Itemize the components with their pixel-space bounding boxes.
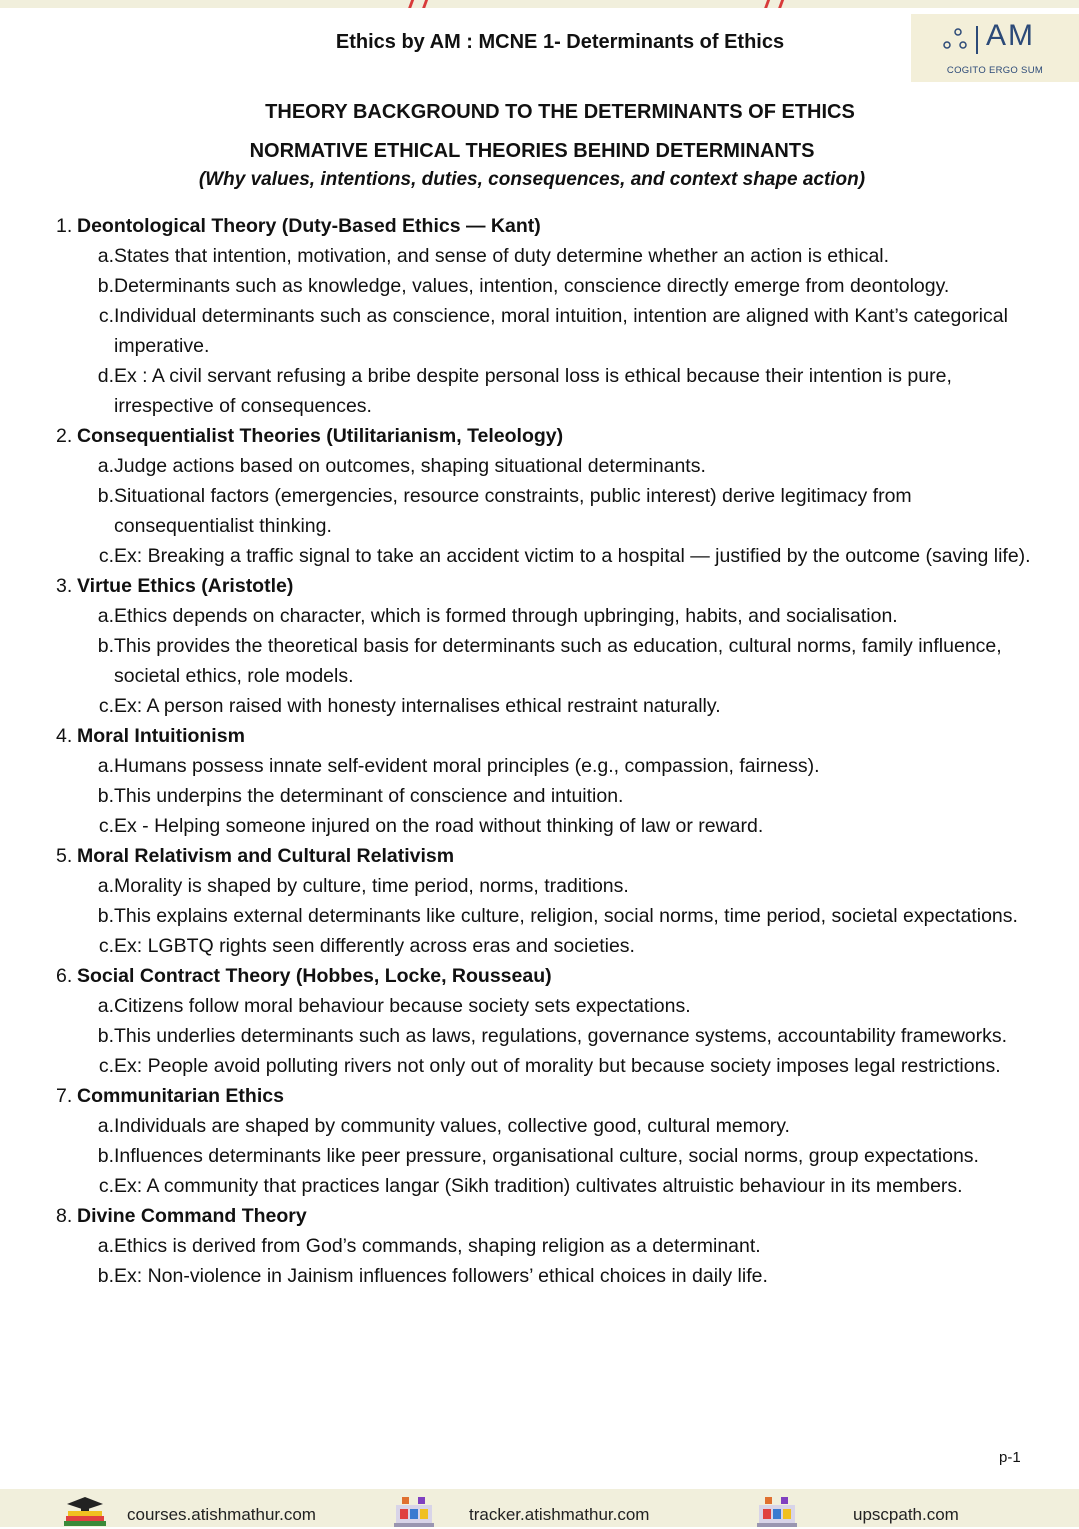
theory-point — [0, 1021, 1079, 1051]
logo-divider — [976, 26, 978, 54]
graduation-cap-books-icon — [60, 1497, 110, 1529]
decor-mark — [408, 0, 415, 8]
point-letter: b. — [97, 1025, 114, 1047]
theory-item — [0, 571, 1079, 601]
theory-item — [0, 1081, 1079, 1111]
point-letter: b. — [97, 635, 114, 657]
decor-mark — [778, 0, 785, 8]
point-text: Ethics is derived from God’s commands, shaping religion as a determinant. — [114, 1235, 761, 1257]
item-number: 5. — [56, 845, 73, 867]
footer-bar — [0, 1489, 1079, 1527]
point-letter: b. — [97, 275, 114, 297]
point-letter: a. — [97, 755, 114, 777]
section-subheading: NORMATIVE ETHICAL THEORIES BEHIND DETERMINANTS — [249, 140, 815, 162]
theory-item — [0, 211, 1079, 241]
point-letter: b. — [97, 485, 114, 507]
point-text: Ex: A person raised with honesty internalises ethical restraint naturally. — [114, 695, 721, 717]
point-text: Ex: Breaking a traffic signal to take an accident victim to a hospital — justified by the outcome (saving life). — [114, 545, 1031, 567]
theory-point — [0, 751, 1079, 781]
theory-point — [0, 1141, 1079, 1171]
section-tagline: (Why values, intentions, duties, consequences, and context shape action) — [198, 169, 866, 190]
theory-point — [0, 1261, 1079, 1291]
theory-item — [0, 841, 1079, 871]
point-text: Ethics depends on character, which is formed through upbringing, habits, and socialisation. — [114, 605, 898, 627]
theory-point — [0, 451, 1079, 481]
footer-link-upscpath[interactable]: upscpath.com — [853, 1505, 959, 1524]
theory-point — [0, 361, 1079, 421]
point-letter: a. — [97, 875, 114, 897]
theory-point — [0, 931, 1079, 961]
point-text: Ex : A civil servant refusing a bribe despite personal loss is ethical because their intention is pure, irrespective of consequences. — [114, 365, 952, 417]
theory-title: Moral Intuitionism — [77, 725, 245, 747]
theory-point — [0, 271, 1079, 301]
item-number: 3. — [56, 575, 73, 597]
theory-title: Moral Relativism and Cultural Relativism — [77, 845, 455, 867]
theory-title: Consequentialist Theories (Utilitarianism, Teleology) — [77, 425, 564, 447]
point-text: Influences determinants like peer pressure, organisational culture, social norms, group expectations. — [114, 1145, 979, 1167]
theory-point — [0, 301, 1079, 361]
point-text: Individual determinants such as conscience, moral intuition, intention are aligned with Kant’s categorical imperative. — [114, 305, 1008, 357]
point-letter: c. — [98, 545, 114, 567]
point-letter: a. — [97, 605, 114, 627]
point-letter: a. — [97, 1115, 114, 1137]
theory-title: Social Contract Theory (Hobbes, Locke, Rousseau) — [77, 965, 552, 987]
point-text: Morality is shaped by culture, time period, norms, traditions. — [114, 875, 629, 897]
theory-point — [0, 991, 1079, 1021]
theory-item — [0, 961, 1079, 991]
point-text: Citizens follow moral behaviour because society sets expectations. — [114, 995, 691, 1017]
point-text: Judge actions based on outcomes, shaping situational determinants. — [114, 455, 706, 477]
theory-point — [0, 1051, 1079, 1081]
point-text: Humans possess innate self-evident moral principles (e.g., compassion, fairness). — [114, 755, 820, 777]
theory-point — [0, 691, 1079, 721]
point-text: Ex: LGBTQ rights seen differently across eras and societies. — [114, 935, 635, 957]
point-text: This provides the theoretical basis for determinants such as education, cultural norms, family influence, societal ethics, role models. — [114, 635, 1002, 687]
item-number: 1. — [56, 215, 73, 237]
logo-dots-icon — [941, 26, 971, 54]
theory-point — [0, 601, 1079, 631]
theory-point — [0, 871, 1079, 901]
point-text: Ex - Helping someone injured on the road without thinking of law or reward. — [114, 815, 764, 837]
point-text: Individuals are shaped by community values, collective good, cultural memory. — [114, 1115, 790, 1137]
point-letter: b. — [97, 1265, 114, 1287]
logo-tagline: COGITO ERGO SUM — [946, 65, 1044, 76]
point-letter: a. — [97, 245, 114, 267]
point-letter: d. — [97, 365, 114, 387]
point-letter: b. — [97, 785, 114, 807]
theory-item — [0, 421, 1079, 451]
point-text: This underlies determinants such as laws, regulations, governance systems, accountability frameworks. — [114, 1025, 1008, 1047]
theory-point — [0, 241, 1079, 271]
footer-link-courses[interactable]: courses.atishmathur.com — [127, 1505, 316, 1524]
theory-title: Divine Command Theory — [77, 1205, 307, 1227]
point-letter: b. — [97, 905, 114, 927]
theory-point — [0, 811, 1079, 841]
section-heading: THEORY BACKGROUND TO THE DETERMINANTS OF ETHICS — [265, 101, 855, 123]
theory-point — [0, 541, 1079, 571]
point-letter: c. — [98, 935, 114, 957]
point-text: Situational factors (emergencies, resource constraints, public interest) derive legitimacy from consequentialist thinking. — [114, 485, 912, 537]
point-text: Ex: People avoid polluting rivers not only out of morality but because society imposes legal restrictions. — [114, 1055, 1001, 1077]
item-number: 2. — [56, 425, 73, 447]
tracker-dashboard-icon — [392, 1495, 436, 1527]
point-text: This underpins the determinant of conscience and intuition. — [114, 785, 624, 807]
theory-point — [0, 901, 1079, 931]
point-text: States that intention, motivation, and sense of duty determine whether an action is ethical. — [114, 245, 890, 267]
page-number: p-1 — [999, 1449, 1021, 1466]
item-number: 4. — [56, 725, 73, 747]
point-letter: c. — [98, 695, 114, 717]
point-text: Ex: A community that practices langar (Sikh tradition) cultivates altruistic behaviour in its members. — [114, 1175, 963, 1197]
theory-point — [0, 1111, 1079, 1141]
decor-mark — [422, 0, 429, 8]
point-letter: a. — [97, 1235, 114, 1257]
theory-point — [0, 781, 1079, 811]
point-letter: a. — [97, 995, 114, 1017]
theory-point — [0, 1171, 1079, 1201]
theory-title: Deontological Theory (Duty-Based Ethics — Kant) — [77, 215, 541, 237]
theory-title: Communitarian Ethics — [77, 1085, 284, 1107]
point-letter: b. — [97, 1145, 114, 1167]
point-letter: a. — [97, 455, 114, 477]
theory-title: Virtue Ethics (Aristotle) — [77, 575, 294, 597]
point-letter: c. — [98, 1175, 114, 1197]
decor-mark — [764, 0, 771, 8]
theory-list — [0, 211, 1079, 1291]
theory-point — [0, 1231, 1079, 1261]
item-number: 7. — [56, 1085, 73, 1107]
point-text: Ex: Non-violence in Jainism influences followers’ ethical choices in daily life. — [114, 1265, 768, 1287]
theory-point — [0, 631, 1079, 691]
am-logo — [911, 14, 1079, 82]
item-number: 6. — [56, 965, 73, 987]
point-text: This explains external determinants like culture, religion, social norms, time period, societal expectations. — [114, 905, 1018, 927]
top-decor-band — [0, 0, 1079, 8]
header-title: Ethics by AM : MCNE 1- Determinants of Ethics — [335, 31, 785, 53]
path-dashboard-icon — [755, 1495, 799, 1527]
logo-text: AM — [986, 19, 1035, 52]
theory-point — [0, 481, 1079, 541]
point-letter: c. — [98, 305, 114, 327]
theory-item — [0, 1201, 1079, 1231]
point-text: Determinants such as knowledge, values, intention, conscience directly emerge from deontology. — [114, 275, 950, 297]
footer-link-tracker[interactable]: tracker.atishmathur.com — [469, 1505, 650, 1524]
point-letter: c. — [98, 815, 114, 837]
item-number: 8. — [56, 1205, 73, 1227]
theory-item — [0, 721, 1079, 751]
point-letter: c. — [98, 1055, 114, 1077]
